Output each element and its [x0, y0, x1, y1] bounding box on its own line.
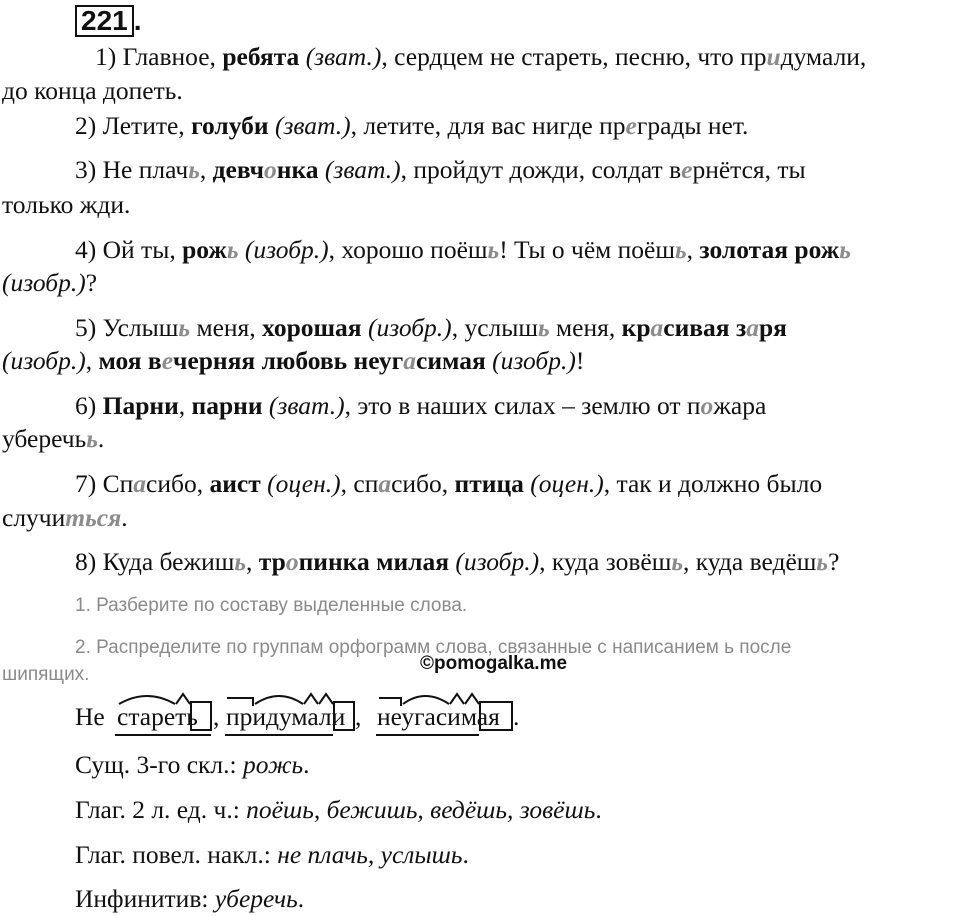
sentence-5-line-2-run-6: симая: [416, 346, 486, 375]
sentence-5-line-2-run-2: моя в: [98, 346, 162, 375]
suffix-hat-3b: [465, 694, 479, 704]
sentence-3-line-2-run-0: только жди.: [2, 190, 131, 219]
root-arc-2: [255, 696, 303, 704]
sentence-5-line-1-run-9: а: [650, 313, 664, 342]
sentence-5-line-2-run-4: черняя любовь неуг: [173, 346, 404, 375]
morph-sep-1: ,: [213, 702, 220, 731]
sentence-3-line-1-run-0: 3) Не плач: [75, 155, 189, 184]
sentence-8-line-1-run-6: (изобр.): [449, 547, 540, 576]
sentence-6-line-1-run-6: о: [700, 391, 714, 420]
sentence-4-line-1-run-5: ь: [487, 235, 500, 264]
sentence-6-line-2-run-0: уберечь: [2, 424, 87, 453]
sentence-8-line-1-run-5: пинка милая: [298, 547, 449, 576]
answer-noun-value: рожь: [242, 750, 304, 779]
sentence-7-line-1-run-9: (оцен.): [523, 469, 604, 498]
sentence-5-line-1-run-10: сивая з: [663, 313, 747, 342]
sentence-7-line-1-run-10: , так и должно было: [603, 469, 823, 498]
sentence-6-line-2: [2, 424, 104, 454]
sentence-8-line-1-run-9: , куда ведёш: [683, 547, 817, 576]
sentence-4-line-1-run-0: 4) Ой ты,: [75, 235, 183, 264]
sentence-4-line-1-run-8: ,: [686, 235, 700, 264]
exercise-number-box: 221: [75, 5, 134, 37]
sentence-8-line-1-run-11: ?: [828, 547, 840, 576]
sentence-3-line-1: [75, 155, 806, 185]
sentence-6-line-1-run-5: , это в наших силах – землю от п: [344, 391, 701, 420]
sentence-7-line-1-run-5: , сп: [340, 469, 379, 498]
sentence-1-line-1-run-2: (зват.): [299, 42, 382, 71]
sentence-7-line-1-run-3: аист: [209, 469, 261, 498]
sentence-5-line-1: [75, 313, 787, 343]
prefix-mark-3: [379, 698, 401, 706]
root-arc-1: [119, 696, 175, 704]
answer-infinitive-value: уберечь: [214, 884, 298, 913]
sentence-2-line-1-run-3: , летите, для вас нигде пр: [350, 111, 626, 140]
task-2-line-2: шипящих.: [2, 664, 90, 685]
morph-word-3: неугасимая: [377, 702, 500, 731]
root-arc-3: [403, 696, 449, 704]
sentence-8-line-1-run-0: 8) Куда бежиш: [75, 547, 235, 576]
sentence-2-line-1-run-4: е: [625, 111, 637, 140]
sentence-1-line-1: [95, 42, 866, 72]
answer-imperative-value: не плачь, услышь: [277, 840, 463, 869]
sentence-7-line-2: [2, 503, 128, 533]
sentence-1-line-1-run-3: , сердцем не стареть, песню, что пр: [381, 42, 767, 71]
sentence-2-line-1-run-0: 2) Летите,: [75, 111, 192, 140]
sentence-8-line-1: [75, 547, 839, 577]
sentence-1-line-1-run-5: думали,: [780, 42, 867, 71]
sentence-5-line-1-run-1: ь: [178, 313, 191, 342]
sentence-5-line-2-run-0: (изобр.): [2, 346, 86, 375]
sentence-3-line-1-run-6: (зват.): [318, 155, 401, 184]
answer-infinitive-end: .: [297, 884, 305, 913]
morph-word-1: стареть: [117, 702, 198, 731]
sentence-7-line-2-run-0: случи: [2, 503, 66, 532]
ending-box-2: [334, 702, 354, 730]
sentence-5-line-2-run-5: а: [403, 346, 416, 375]
answer-imperative: [75, 840, 469, 870]
sentence-7-line-1-run-7: сибо,: [391, 469, 455, 498]
sentence-5-line-1-run-3: хорошая: [262, 313, 362, 342]
sentence-5-line-2: [2, 346, 584, 376]
exercise-number: 221 .: [75, 5, 142, 37]
sentence-5-line-2-run-8: !: [575, 346, 585, 375]
sentence-7-line-1-run-2: сибо,: [146, 469, 210, 498]
task-1: 1. Разберите по составу выделенные слова.: [75, 595, 468, 616]
sentence-4-line-2-run-0: (изобр.): [2, 268, 86, 297]
sentence-8-line-1-run-8: ь: [671, 547, 684, 576]
suffix-hat-3: [450, 694, 464, 704]
sentence-1-line-1-run-4: и: [766, 42, 781, 71]
sentence-3-line-1-run-8: е: [681, 155, 693, 184]
sentence-4-line-1-run-4: , хорошо поёш: [328, 235, 488, 264]
answer-imperative-label: Глаг. повел. накл.:: [75, 840, 278, 869]
sentence-8-line-1-run-7: , куда зовёш: [539, 547, 672, 576]
sentence-3-line-2: [2, 190, 130, 220]
task-2-line-1: 2. Распределите по группам орфограмм слова, связанные с написанием ь после: [75, 637, 792, 658]
sentence-5-line-1-run-7: меня,: [549, 313, 622, 342]
sentence-3-line-1-run-5: нка: [276, 155, 319, 184]
sentence-8-line-1-run-10: ь: [816, 547, 829, 576]
sentence-8-line-1-run-3: тр: [258, 547, 286, 576]
answer-noun-end: .: [303, 750, 310, 779]
answer-verb-2p: [75, 795, 602, 825]
watermark: ©pomogalka.me: [420, 653, 568, 674]
sentence-4-line-1-run-7: ь: [675, 235, 687, 264]
sentence-5-line-1-run-2: меня,: [190, 313, 263, 342]
sentence-3-line-1-run-9: рнётся, ты: [692, 155, 806, 184]
sentence-4-line-1-run-2: ь: [226, 235, 239, 264]
sentence-4-line-1-run-1: рож: [182, 235, 227, 264]
sentence-4-line-1-run-9: золотая рож: [699, 235, 840, 264]
suffix-hat-2: [304, 694, 318, 704]
morph-word-2: придумали: [226, 702, 346, 731]
sentence-5-line-1-run-8: кр: [621, 313, 651, 342]
sentence-3-line-1-run-1: ь: [188, 155, 200, 184]
sentence-3-line-1-run-2: ,: [199, 155, 213, 184]
sentence-4-line-1: [75, 235, 851, 265]
morph-lead: Не: [75, 702, 105, 731]
sentence-1-line-1-run-1: ребята: [222, 42, 300, 71]
sentence-2-line-1-run-1: голуби: [191, 111, 269, 140]
suffix-hat-1: [176, 694, 190, 704]
sentence-5-line-1-run-11: а: [746, 313, 759, 342]
sentence-8-line-1-run-2: ,: [246, 547, 259, 576]
sentence-3-line-1-run-4: о: [264, 155, 277, 184]
sentence-6-line-2-run-2: .: [97, 424, 105, 453]
sentence-4-line-1-run-6: ! Ты о чём поёш: [499, 235, 675, 264]
sentence-7-line-2-run-2: .: [121, 503, 128, 532]
ending-box-3: [480, 702, 512, 730]
answer-infinitive-label: Инфинитив:: [75, 884, 215, 913]
sentence-1-line-2: [2, 76, 183, 106]
sentence-8-line-1-run-4: о: [285, 547, 299, 576]
sentence-7-line-1-run-8: птица: [454, 469, 524, 498]
answer-noun-label: Сущ. 3-го скл.:: [75, 750, 243, 779]
sentence-2-line-1: [75, 111, 748, 141]
morpheme-marks: [75, 690, 535, 742]
sentence-5-line-1-run-6: ь: [538, 313, 550, 342]
sentence-7-line-1-run-4: (оцен.): [260, 469, 341, 498]
sentence-7-line-1: [75, 469, 822, 499]
sentence-2-line-1-run-2: (зват.): [268, 111, 351, 140]
answer-verb-2p-end: .: [595, 795, 602, 824]
sentence-6-line-1-run-4: (зват.): [262, 391, 345, 420]
sentence-6-line-1-run-0: 6): [75, 391, 103, 420]
sentence-4-line-2-run-1: ?: [85, 268, 98, 297]
answer-infinitive: [75, 884, 304, 914]
sentence-5-line-1-run-12: ря: [758, 313, 787, 342]
sentence-6-line-1: [75, 391, 766, 421]
sentence-7-line-1-run-6: а: [378, 469, 392, 498]
sentence-7-line-1-run-0: 7) Сп: [75, 469, 134, 498]
sentence-6-line-2-run-1: ь: [86, 424, 98, 453]
prefix-mark-2: [227, 698, 253, 706]
sentence-5-line-2-run-1: ,: [85, 346, 99, 375]
sentence-7-line-1-run-1: а: [133, 469, 147, 498]
sentence-7-line-2-run-1: ться: [65, 503, 122, 532]
sentence-3-line-1-run-3: девч: [212, 155, 265, 184]
sentence-3-line-1-run-7: , пройдут дожди, солдат в: [400, 155, 682, 184]
sentence-4-line-2: [2, 268, 97, 298]
sentence-4-line-1-run-3: (изобр.): [238, 235, 329, 264]
sentence-8-line-1-run-1: ь: [234, 547, 247, 576]
answer-noun: [75, 750, 310, 780]
morph-end: .: [513, 702, 520, 731]
sentence-5-line-2-run-7: (изобр.): [485, 346, 576, 375]
suffix-hat-2b: [319, 694, 333, 704]
answer-verb-2p-label: Глаг. 2 л. ед. ч.:: [75, 795, 247, 824]
morph-sep-2: ,: [355, 702, 362, 731]
sentence-6-line-1-run-3: парни: [191, 391, 263, 420]
sentence-5-line-1-run-5: , услыш: [451, 313, 538, 342]
sentence-1-line-2-run-0: до конца допеть.: [2, 76, 183, 105]
sentence-2-line-1-run-5: грады нет.: [636, 111, 749, 140]
sentence-1-line-1-run-0: 1) Главное,: [95, 42, 223, 71]
sentence-5-line-1-run-0: 5) Услыш: [75, 313, 179, 342]
answer-verb-2p-value: поёшь, бежишь, ведёшь, зовёшь: [246, 795, 596, 824]
sentence-5-line-1-run-4: (изобр.): [361, 313, 452, 342]
answer-imperative-end: .: [462, 840, 469, 869]
morpheme-analysis: [75, 690, 535, 742]
ending-box-1: [191, 702, 211, 730]
sentence-6-line-1-run-1: Парни: [102, 391, 179, 420]
sentence-5-line-2-run-3: е: [161, 346, 174, 375]
sentence-6-line-1-run-7: жара: [713, 391, 767, 420]
sentence-6-line-1-run-2: ,: [178, 391, 192, 420]
sentence-4-line-1-run-10: ь: [839, 235, 851, 264]
